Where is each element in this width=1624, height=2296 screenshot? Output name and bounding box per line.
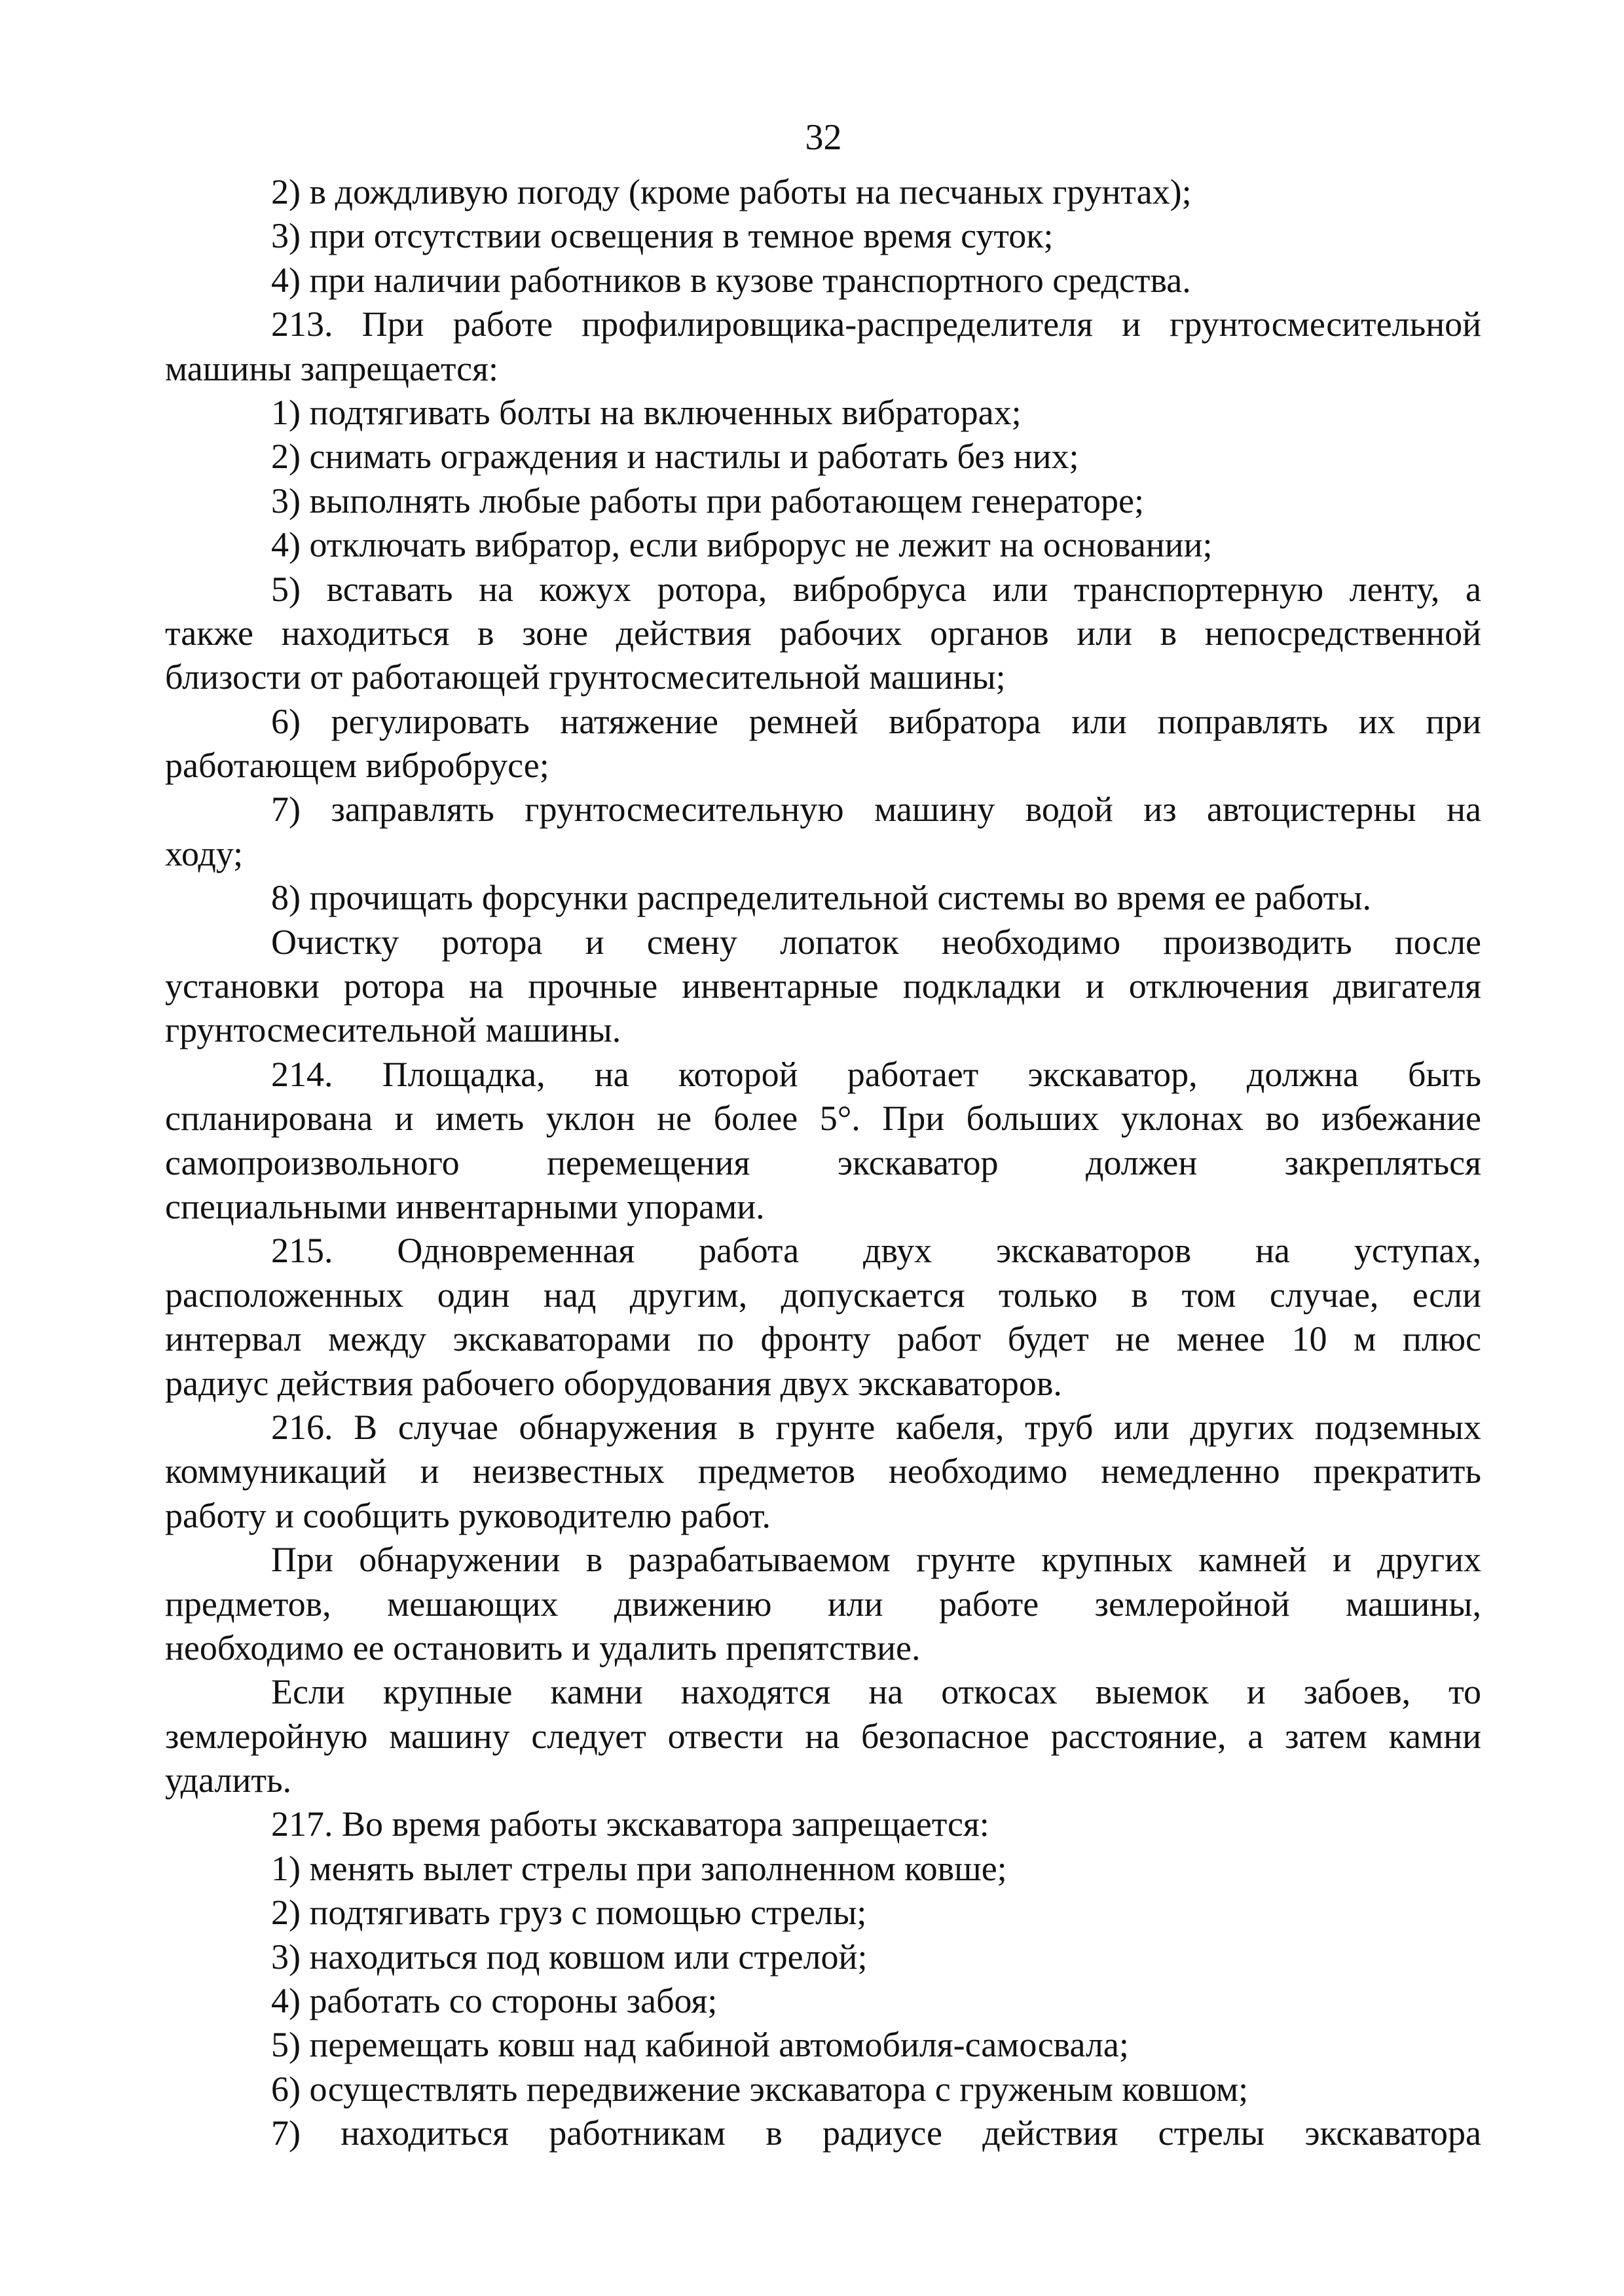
- text-line: работающем вибробрусе;: [165, 746, 549, 786]
- text-line: 7) заправлять грунтосмесительную машину водой из автоцистерны на: [271, 790, 1481, 829]
- text-line: работу и сообщить руководителю работ.: [165, 1495, 771, 1535]
- text-line: 6) осуществлять передвижение экскаватора с груженым ковшом;: [271, 2069, 1249, 2109]
- text-line: 1) подтягивать болты на включенных вибраторах;: [271, 392, 1022, 432]
- page-number: 32: [805, 117, 842, 158]
- text-line: Если крупные камни находятся на откосах выемок и забоев, то: [271, 1672, 1481, 1712]
- text-line: грунтосмесительной машины.: [165, 1010, 621, 1050]
- text-line: землеройную машину следует отвести на безопасное расстояние, а затем камни: [165, 1716, 1481, 1756]
- text-line: радиус действия рабочего оборудования двух экскаваторов.: [165, 1363, 1062, 1403]
- text-line: коммуникаций и неизвестных предметов необходимо немедленно прекратить: [165, 1451, 1481, 1491]
- text-line: 2) подтягивать груз с помощью стрелы;: [271, 1893, 867, 1933]
- text-line: 216. В случае обнаружения в грунте кабеля, труб или других подземных: [271, 1407, 1481, 1447]
- text-line: 217. Во время работы экскаватора запрещается:: [271, 1804, 989, 1844]
- text-line: 4) работать со стороны забоя;: [271, 1981, 718, 2021]
- text-line: самопроизвольного перемещения экскаватор должен закрепляться: [165, 1142, 1481, 1182]
- text-line: При обнаружении в разрабатываемом грунте крупных камней и других: [271, 1540, 1481, 1580]
- text-line: расположенных один над другим, допускается только в том случае, если: [165, 1275, 1481, 1315]
- text-line: машины запрещается:: [165, 348, 498, 388]
- text-line: 2) в дождливую погоду (кроме работы на песчаных грунтах);: [271, 172, 1192, 211]
- text-line: установки ротора на прочные инвентарные подкладки и отключения двигателя: [165, 966, 1481, 1006]
- text-line: 1) менять вылет стрелы при заполненном ковше;: [271, 1848, 1007, 1888]
- text-line: специальными инвентарными упорами.: [165, 1186, 765, 1226]
- text-line: Очистку ротора и смену лопаток необходимо производить после: [271, 922, 1481, 962]
- text-line: 214. Площадка, на которой работает экскаватор, должна быть: [271, 1054, 1481, 1094]
- text-line: 5) вставать на кожух ротора, вибробруса или транспортерную ленту, а: [271, 569, 1481, 609]
- text-line: 3) при отсутствии освещения в темное время суток;: [271, 216, 1054, 256]
- text-line: 213. При работе профилировщика-распределителя и грунтосмесительной: [271, 304, 1481, 344]
- text-line: 2) снимать ограждения и настилы и работать без них;: [271, 437, 1079, 477]
- text-line: 4) отключать вибратор, если виброрус не лежит на основании;: [271, 525, 1213, 565]
- text-line: ходу;: [165, 833, 244, 873]
- text-line: 8) прочищать форсунки распределительной системы во время ее работы.: [271, 878, 1372, 918]
- body-text: [165, 170, 1481, 2156]
- text-line: близости от работающей грунтосмесительной машины;: [165, 657, 1006, 697]
- text-line: также находиться в зоне действия рабочих органов или в непосредственной: [165, 613, 1481, 653]
- text-line: 5) перемещать ковш над кабиной автомобиля-самосвала;: [271, 2025, 1129, 2065]
- text-line: необходимо ее остановить и удалить препятствие.: [165, 1628, 921, 1667]
- text-line: интервал между экскаваторами по фронту работ будет не менее 10 м плюс: [165, 1319, 1481, 1359]
- text-line: 6) регулировать натяжение ремней вибратора или поправлять их при: [271, 701, 1481, 741]
- text-line: 3) выполнять любые работы при работающем генераторе;: [271, 481, 1144, 520]
- text-line: спланирована и иметь уклон не более 5°. При больших уклонах во избежание: [165, 1099, 1481, 1139]
- text-line: 7) находиться работникам в радиусе действия стрелы экскаватора: [271, 2113, 1481, 2153]
- text-line: 4) при наличии работников в кузове транспортного средства.: [271, 260, 1191, 300]
- text-line: предметов, мешающих движению или работе землеройной машины,: [165, 1584, 1481, 1624]
- text-line: 215. Одновременная работа двух экскаваторов на уступах,: [271, 1231, 1481, 1271]
- text-line: 3) находиться под ковшом или стрелой;: [271, 1937, 868, 1977]
- text-line: удалить.: [165, 1760, 292, 1800]
